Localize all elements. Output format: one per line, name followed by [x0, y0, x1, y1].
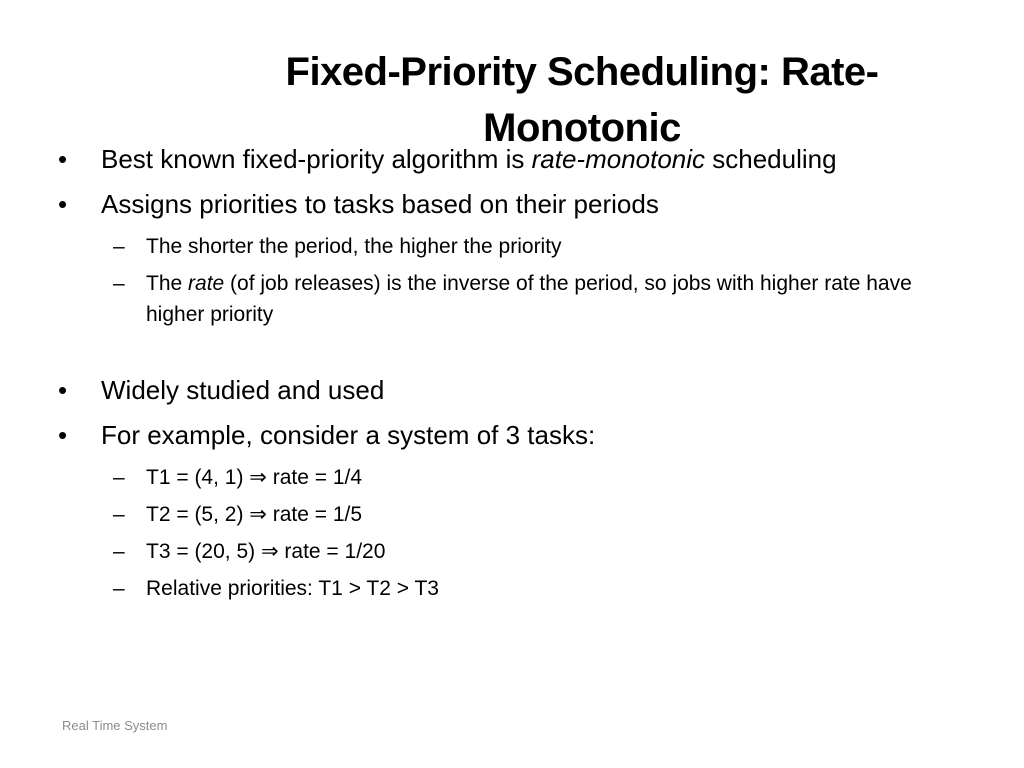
bullet-example	[58, 417, 958, 454]
sub-bullet-task-t3	[58, 536, 958, 567]
sub-bullet-emphasis: rate	[188, 272, 225, 295]
bullet-rate-monotonic-intro	[58, 141, 958, 178]
bullet-text: Best known fixed-priority algorithm is	[101, 144, 532, 174]
sub-bullet-text: T2 = (5, 2) ⇒ rate = 1/5	[146, 503, 363, 526]
bullet-emphasis: rate-monotonic	[531, 144, 706, 174]
dash-marker: –	[113, 235, 125, 258]
bullet-marker: •	[58, 420, 68, 450]
slide-title-line-1: Fixed-Priority Scheduling: Rate-	[285, 50, 879, 94]
sub-bullet-rate-definition	[58, 268, 958, 330]
sub-bullet-text: T3 = (20, 5) ⇒ rate = 1/20	[146, 540, 386, 563]
bullet-marker: •	[58, 375, 68, 405]
sub-bullet-text: Relative priorities: T1 > T2 > T3	[146, 577, 439, 600]
sub-bullet-relative-priorities	[58, 573, 958, 604]
sub-bullet-text: The	[146, 272, 189, 295]
bullet-text: Widely studied and used	[101, 375, 385, 405]
dash-marker: –	[113, 503, 125, 526]
sub-bullet-task-t2	[58, 499, 958, 530]
dash-marker: –	[113, 540, 125, 563]
slide-title	[232, 44, 932, 156]
sub-bullet-shorter-period	[58, 231, 958, 262]
bullet-marker: •	[58, 189, 68, 219]
dash-marker: –	[113, 272, 125, 295]
bullet-text: scheduling	[705, 144, 837, 174]
sub-bullet-text: (of job releases) is the inverse of the period, so jobs with higher rate have higher priority	[146, 272, 912, 326]
spacer	[58, 336, 958, 372]
slide-content	[58, 141, 958, 610]
bullet-assigns-priorities	[58, 186, 958, 223]
bullet-text: Assigns priorities to tasks based on their periods	[101, 189, 659, 219]
sub-bullet-text: T1 = (4, 1) ⇒ rate = 1/4	[146, 466, 363, 489]
slide-title-line-2: Monotonic	[483, 106, 681, 150]
bullet-marker: •	[58, 144, 68, 174]
dash-marker: –	[113, 466, 125, 489]
sub-bullet-task-t1	[58, 462, 958, 493]
sub-bullet-text: The shorter the period, the higher the priority	[146, 235, 562, 258]
bullet-text: For example, consider a system of 3 tasks:	[101, 420, 596, 450]
slide-footer: Real Time System	[62, 718, 168, 733]
bullet-widely-studied	[58, 372, 958, 409]
dash-marker: –	[113, 577, 125, 600]
